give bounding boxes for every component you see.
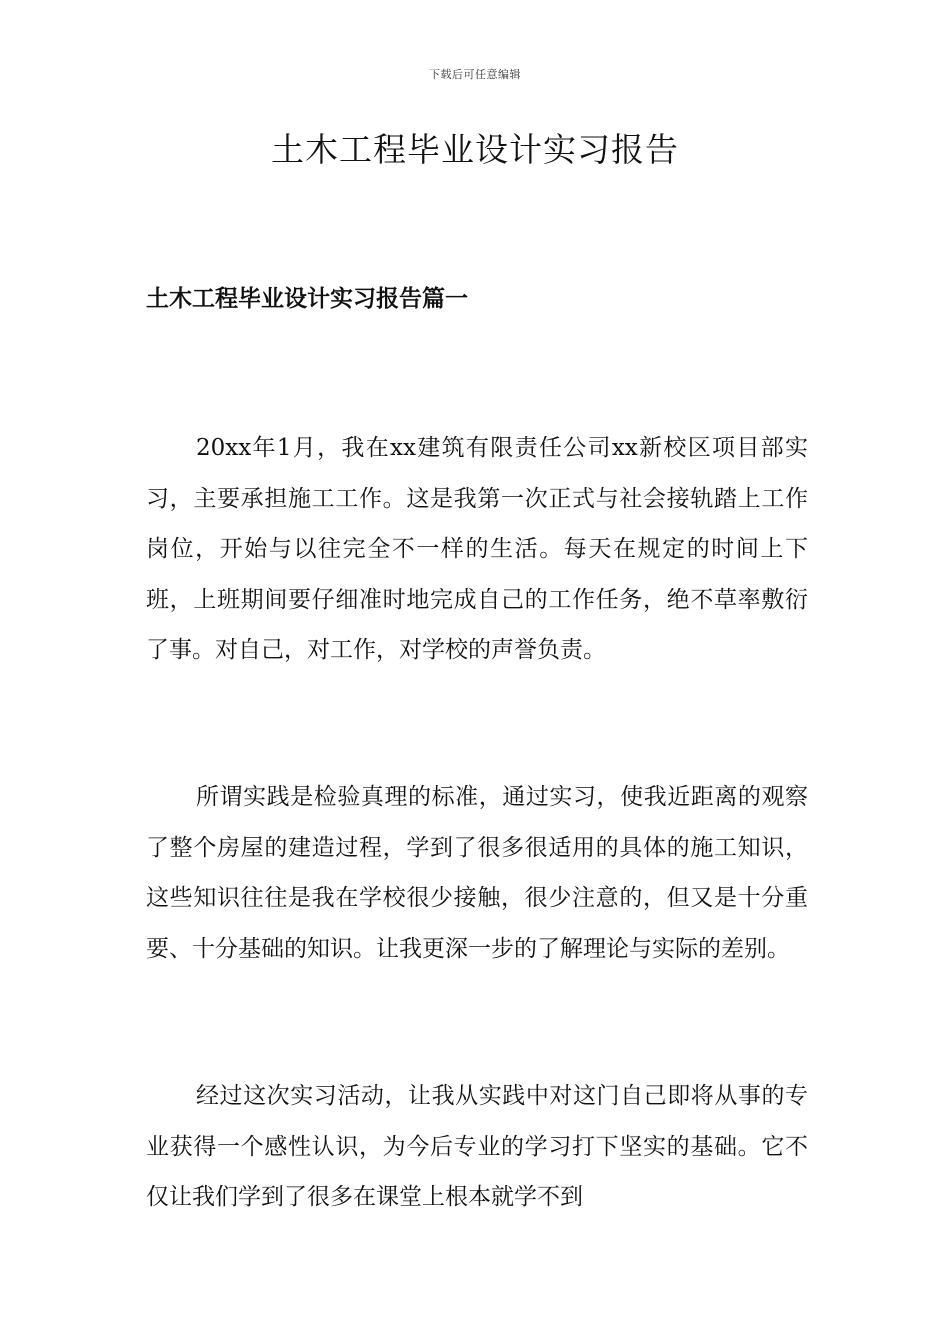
body-paragraph-2: 所谓实践是检验真理的标准，通过实习，使我近距离的观察了整个房屋的建造过程，学到了很多很适用的具体的施工知识，这些知识往往是我在学校很少接触，很少注意的，但又是十分重要、十分基础的知识。让我更深一步的了解理论与实际的差别。 <box>146 784 808 962</box>
body-paragraph-3: 经过这次实习活动，让我从实践中对这门自己即将从事的专业获得一个感性认识，为今后专业的学习打下坚实的基础。它不仅让我们学到了很多在课堂上根本就学不到 <box>146 1083 808 1210</box>
header-note: 下载后可任意编辑 <box>429 68 521 81</box>
body-paragraph-1: 20xx年1月，我在xx建筑有限责任公司xx新校区项目部实习，主要承担施工工作。这是我第一次正式与社会接轨踏上工作岗位，开始与以往完全不一样的生活。每天在规定的时间上下班，上班期间要仔细准时地完成自己的工作任务，绝不草率敷衍了事。对自己，对工作，对学校的声誉负责。 <box>146 435 808 663</box>
document-title: 土木工程毕业设计实习报告 <box>271 130 679 169</box>
section-heading: 土木工程毕业设计实习报告篇一 <box>146 285 468 312</box>
